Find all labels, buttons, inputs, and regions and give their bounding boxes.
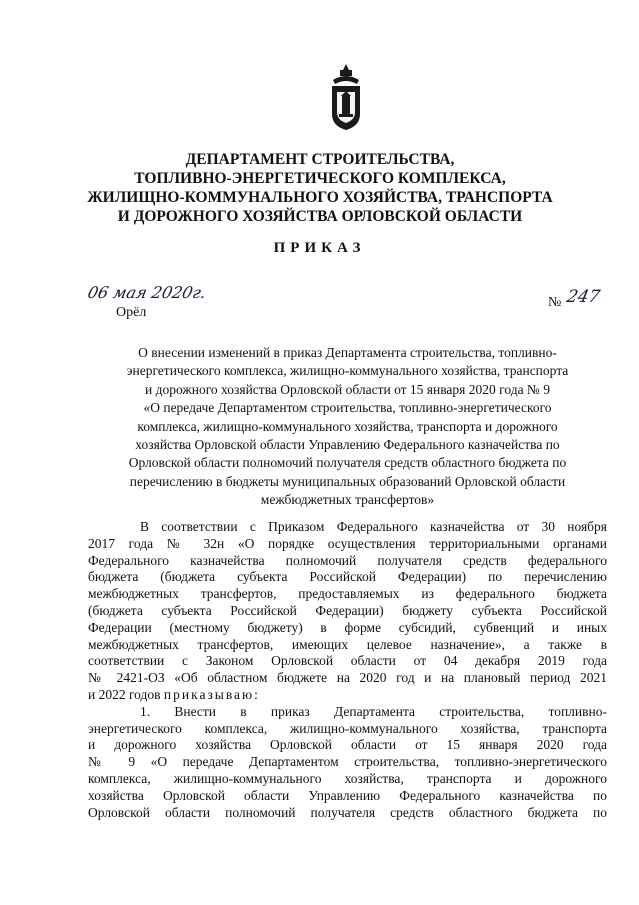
department-line: ТОПЛИВНО-ЭНЕРГЕТИЧЕСКОГО КОМПЛЕКСА,	[134, 170, 506, 187]
item-1-line: энергетического комплекса, жилищно-коммунального хозяйства, транспорта	[88, 720, 607, 736]
subject-line: хозяйства Орловской области Управлению Федерального казначейства по	[135, 437, 560, 453]
body-line: 2017 года № 32н «О порядке осуществления территориальными органами	[88, 535, 607, 551]
department-header	[60, 150, 580, 226]
subject-line: Орловской области полномочий получателя средств областного бюджета по	[128, 455, 567, 471]
body-line: межбюджетных трансфертов, предоставляемых из федерального бюджета	[88, 586, 607, 602]
order-subject	[80, 344, 615, 510]
item-1-line: хозяйства Орловской области Управлению Федерального казначейства по	[88, 787, 607, 803]
body-line: (бюджета субъекта Российской Федерации) бюджету субъекта Российской	[88, 602, 607, 618]
city-label: Орёл	[116, 305, 147, 320]
handwritten-number: 247	[564, 287, 602, 307]
subject-line: О внесении изменений в приказ Департамента строительства, топливно-	[138, 345, 557, 360]
item-1-line: и дорожного хозяйства Орловской области от 15 января 2020 года	[88, 737, 607, 753]
body-line: Федерации (местному бюджету) в форме субсидий, субвенций и иных	[88, 619, 607, 635]
body-line: межбюджетных трансфертов, имеющих целевое назначение», а также в	[88, 636, 607, 652]
subject-line: комплекса, жилищно-коммунального хозяйства, транспорта и дорожного	[137, 418, 558, 434]
body-line: бюджета (бюджета субъекта Российской Федерации) по перечислению	[88, 569, 607, 585]
subject-line: межбюджетных трансфертов»	[260, 492, 435, 508]
subject-line: перечислению в бюджеты муниципальных образований Орловской области	[129, 473, 566, 489]
item-1-line: 1. Внести в приказ Департамента строительства, топливно-	[140, 703, 607, 719]
department-line: ДЕПАРТАМЕНТ СТРОИТЕЛЬСТВА,	[185, 151, 455, 168]
body-line: соответствии с Законом Орловской области от 04 декабря 2019 года	[88, 653, 607, 669]
department-line: ЖИЛИЩНО-КОММУНАЛЬНОГО ХОЗЯЙСТВА, ТРАНСПОРТА	[87, 189, 553, 206]
body-line: Федерального казначейства полномочий получателя средств федерального	[88, 552, 607, 568]
subject-line: «О передаче Департаментом строительства, топливно-энергетического	[143, 400, 552, 416]
subject-line: энергетического комплекса, жилищно-коммунального хозяйства, транспорта	[126, 363, 569, 379]
decree-word: приказываю	[163, 686, 255, 702]
item-1-line: комплекса, жилищно-коммунального хозяйства, транспорта и дорожного	[88, 770, 607, 786]
number-label: №	[548, 295, 562, 310]
orel-coat-of-arms-icon	[329, 62, 363, 132]
item-1-line: № 9 «О передаче Департаментом строительства, топливно-энергетического	[88, 754, 607, 770]
handwritten-date: 06 мая 2020г.	[85, 283, 208, 302]
order-body	[88, 519, 607, 821]
body-line-decree	[88, 687, 607, 704]
decree-suffix: :	[254, 686, 258, 702]
item-1-line: Орловской области полномочий получателя средств областного бюджета по	[88, 804, 607, 820]
body-line: В соответствии с Приказом Федерального казначейства от 30 ноября	[140, 519, 607, 534]
department-line: И ДОРОЖНОГО ХОЗЯЙСТВА ОРЛОВСКОЙ ОБЛАСТИ	[117, 208, 523, 225]
subject-line: и дорожного хозяйства Орловской области от 15 января 2020 года № 9	[145, 381, 550, 397]
document-type-title: ПРИКАЗ	[273, 240, 366, 256]
decree-prefix: и 2022 годов	[88, 686, 164, 702]
body-line: № 2421-ОЗ «Об областном бюджете на 2020 год и на плановый период 2021	[88, 670, 607, 686]
